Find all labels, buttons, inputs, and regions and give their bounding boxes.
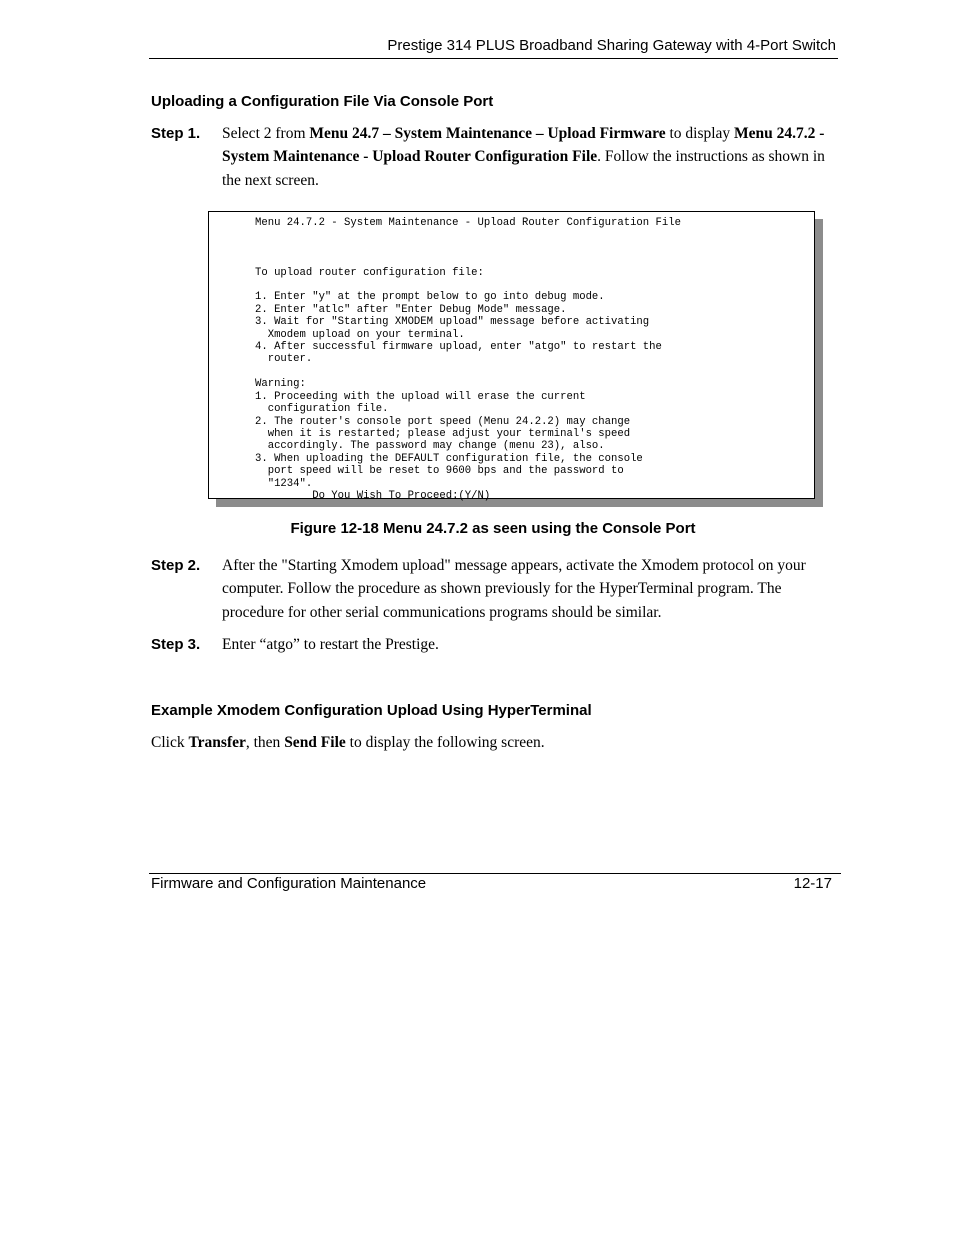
header-divider [149,58,838,59]
footer-divider [149,873,841,874]
step-1-text-part: Select 2 from [222,125,310,142]
figure-caption [0,520,954,537]
step-3-label: Step 3. [151,636,201,653]
figure-caption-text: Figure 12-18 Menu 24.7.2 as seen using the Console Port [290,520,696,537]
section-heading-hyperterminal-example: Example Xmodem Configuration Upload Using HyperTerminal [151,702,592,719]
send-file-reference: Send File [284,734,346,751]
step-2-label: Step 2. [151,557,201,574]
step-3-text: Enter “atgo” to restart the Prestige. [222,636,439,653]
console-screen [208,211,815,502]
transfer-menu-reference: Transfer [188,734,246,751]
section-heading-console-upload: Uploading a Configuration File Via Console Port [151,93,494,110]
footer-page-number: 12-17 [793,875,832,892]
menu-24-7-2-reference: Menu 24.7.2 - System Maintenance - Upload Router Configuration File [222,125,825,166]
instruction-text-part: , then [245,734,285,751]
instruction-text-part: to display the following screen. [345,734,545,751]
step-1-text-part: . Follow the instructions as shown in the next screen. [222,148,825,189]
step-2-text: After the "Starting Xmodem upload" message appears, activate the Xmodem protocol on your computer. Follow the procedure as shown previously for the HyperTerminal program. The procedure for other serial communications programs should be similar. [222,557,806,621]
step-1-text [222,122,834,192]
instruction-text-part: Click [151,734,189,751]
step-1-text-part: to display [665,125,735,142]
footer-chapter-title: Firmware and Configuration Maintenance [151,875,427,892]
step-1-label: Step 1. [151,125,201,142]
page-header-title: Prestige 314 PLUS Broadband Sharing Gateway with 4-Port Switch [387,37,836,54]
console-screen-text: Menu 24.7.2 - System Maintenance - Upload Router Configuration File To upload router configuration file: 1. Enter "y" at the prompt below to go into debug mode. 2. Enter "atlc" after "Enter Debug Mode" message. 3. Wait for "Starting XMODEM upload" message before activating Xmodem upload on your terminal. 4. After successful firmware upload, enter "atgo" to restart the router. Warning: 1. Proceeding with the upload will erase the current configuration file. 2. The router's console port speed (Menu 24.2.2) may change when it is restarted; please adjust your terminal's speed accordingly. The password may change (menu 23), also. 3. When uploading the DEFAULT configuration file, the console port speed will be reset to 9600 bps and the password to "1234". Do You Wish To Proceed:(Y/N) [255,217,681,502]
hyperterminal-instruction [151,734,545,752]
menu-24-7-reference: Menu 24.7 – System Maintenance – Upload Firmware [309,125,666,142]
